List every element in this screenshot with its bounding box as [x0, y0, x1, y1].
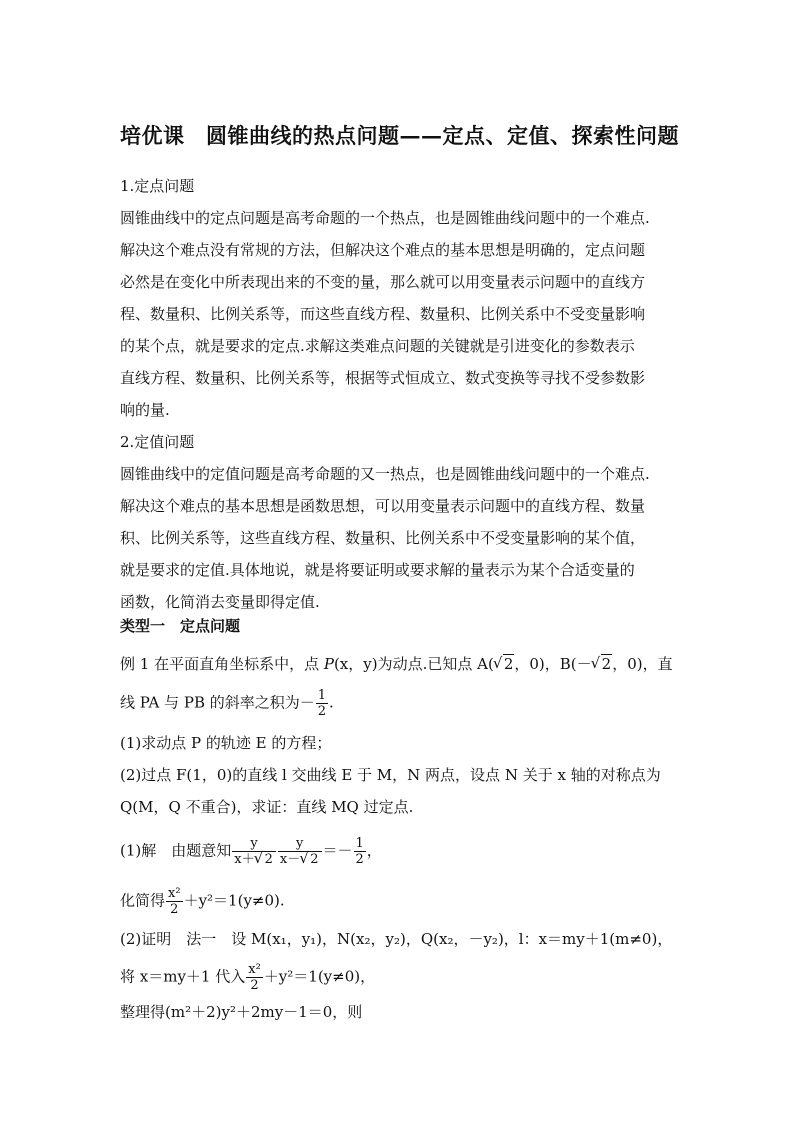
fraction: $\frac{y}{x-√ 2}$: [278, 836, 322, 867]
sqrt-symbol: √ 2: [494, 654, 515, 674]
section-heading-fixed-point: 1.定点问题: [120, 177, 195, 195]
paragraph-line: 响的量.: [120, 401, 170, 419]
fraction: $\frac{1}{2}$: [317, 688, 327, 719]
solution-line-1: (1)解 由题意知 $\frac{y}{x+√ 2}$ $\frac{y}{x-√ 2}$ ＝－ $\frac{1}{2}$ ，: [120, 836, 382, 867]
example-line-2: 线 PA 与 PB 的斜率之积为－ $\frac{1}{2}$ .: [120, 688, 334, 719]
example-question-2-cont: Q(M，Q 不重合)，求证：直线 MQ 过定点.: [120, 798, 414, 816]
paragraph-line: 积、比例关系等，这些直线方程、数量积、比例关系中不受变量影响的某个值，: [120, 529, 646, 547]
solution-line-2: 化简得 $\frac{\text{x²}}{2}$ ＋y²＝1(y≠0).: [120, 886, 285, 917]
fraction: $\frac{1}{2}$: [355, 836, 364, 867]
paragraph-line: 解决这个难点的基本思想是函数思想，可以用变量表示问题中的直线方程、数量: [120, 497, 646, 515]
sqrt-symbol: √ 2: [592, 654, 613, 674]
paragraph-line: 函数，化简消去变量即得定值.: [120, 593, 320, 611]
fraction: $\frac{\text{x²}}{2}$: [248, 962, 261, 993]
paragraph-line: 直线方程、数量积、比例关系等，根据等式恒成立、数式变换等寻找不受参数影: [120, 369, 646, 387]
paragraph-line: 就是要求的定值.具体地说，就是将要证明或要求解的量表示为某个合适变量的: [120, 561, 635, 579]
fraction: $\frac{y}{x+√ 2}$: [232, 836, 276, 867]
section-heading-fixed-value: 2.定值问题: [120, 433, 195, 451]
solution-line-4: 将 x＝my＋1 代入 $\frac{\text{x²}}{2}$ ＋y²＝1(y≠0)，: [120, 962, 376, 993]
sqrt-symbol: √ 2: [255, 852, 274, 867]
paragraph-line: 圆锥曲线中的定点问题是高考命题的一个热点，也是圆锥曲线问题中的一个难点.: [120, 209, 650, 227]
solution-line-3: (2)证明 法一 设 M(x₁，y₁)，N(x₂，y₂)，Q(x₂，－y₂)，l：x＝my＋1(m≠0)，: [120, 930, 673, 948]
paragraph-line: 必然是在变化中所表现出来的不变的量，那么就可以用变量表示问题中的直线方: [120, 273, 646, 291]
paragraph-line: 解决这个难点没有常规的方法，但解决这个难点的基本思想是明确的，定点问题: [120, 241, 646, 259]
paragraph-line: 的某个点，就是要求的定点.求解这类难点问题的关键就是引进变化的参数表示: [120, 337, 635, 355]
example-line-1: 例 1 在平面直角坐标系中，点 P(x，y)为动点.已知点 A(√ 2，0)，B(－√ 2，0)，直: [120, 654, 673, 674]
fraction: $\frac{\text{x²}}{2}$: [168, 886, 181, 917]
example-question-2: (2)过点 F(1，0)的直线 l 交曲线 E 于 M，N 两点，设点 N 关于 x 轴的对称点为: [120, 766, 661, 784]
solution-line-5: 整理得(m²＋2)y²＋2my－1＝0，则: [120, 1003, 363, 1021]
paragraph-line: 圆锥曲线中的定值问题是高考命题的又一热点，也是圆锥曲线问题中的一个难点.: [120, 465, 650, 483]
example-question-1: (1)求动点 P 的轨迹 E 的方程；: [120, 734, 332, 752]
sqrt-symbol: √ 2: [300, 852, 319, 867]
type-heading: 类型一 定点问题: [120, 617, 241, 635]
page-title: 培优课 圆锥曲线的热点问题——定点、定值、探索性问题: [120, 123, 679, 148]
paragraph-line: 程、数量积、比例关系等，而这些直线方程、数量积、比例关系中不受变量影响: [120, 305, 646, 323]
